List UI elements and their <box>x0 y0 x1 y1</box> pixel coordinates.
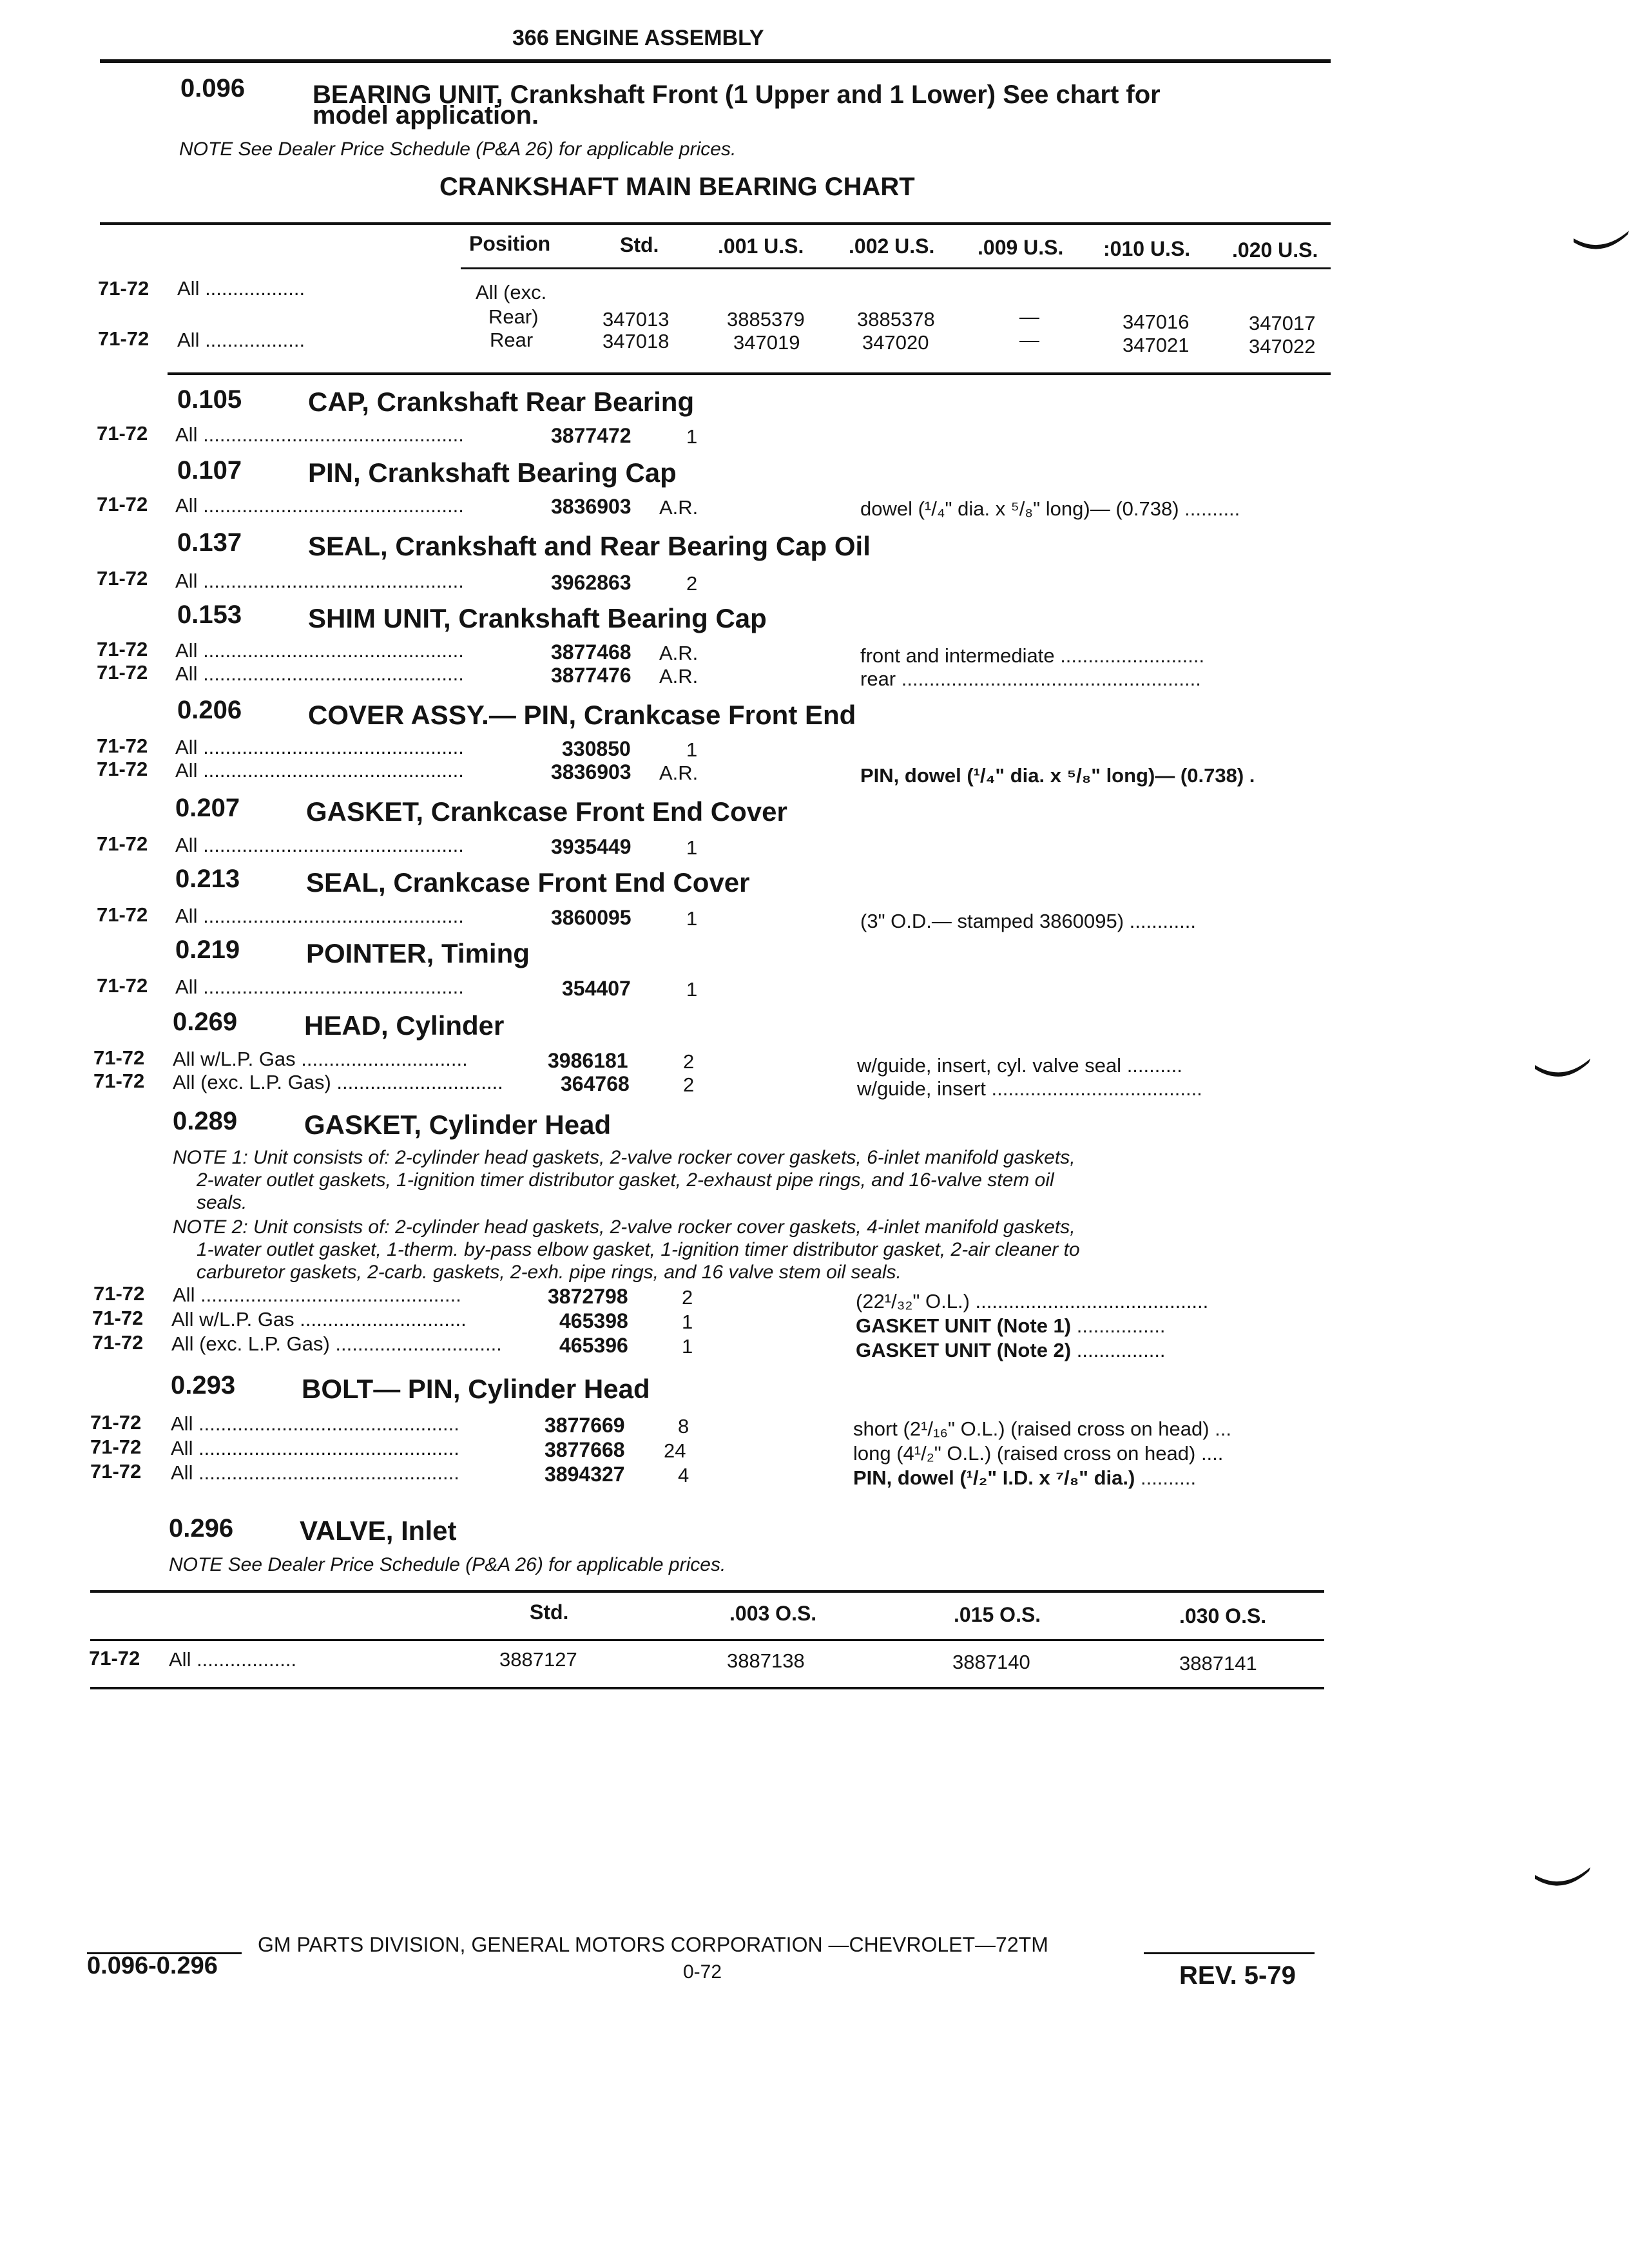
row-year: 71-72 <box>97 903 148 926</box>
valve-ref: 0.296 <box>169 1514 234 1542</box>
valve-cell-015: 3887140 <box>952 1651 1030 1673</box>
row-application: All ............................................... <box>171 1461 459 1484</box>
section-name: SEAL, Crankshaft and Rear Bearing Cap Oil <box>308 531 871 561</box>
row-quantity: 2 <box>682 1286 693 1309</box>
col-header-020: .020 U.S. <box>1232 238 1318 262</box>
row-application: All ............................................... <box>175 662 464 685</box>
chart-row-application: All .................. <box>177 329 305 351</box>
row-quantity: 1 <box>682 1311 693 1333</box>
section-name: COVER ASSY.— PIN, Crankcase Front End <box>308 700 856 730</box>
row-application: All ............................................... <box>175 736 464 758</box>
row-part-number: 3877669 <box>545 1414 625 1437</box>
section-ref: 0.219 <box>175 936 240 964</box>
section-ref: 0.153 <box>177 601 242 629</box>
valve-col-030: .030 O.S. <box>1179 1604 1267 1628</box>
row-application: All ............................................... <box>175 494 464 517</box>
row-remark: GASKET UNIT (Note 2) ................ <box>856 1339 1166 1361</box>
row-application: All w/L.P. Gas .............................. <box>173 1048 468 1070</box>
row-application: All ............................................... <box>175 834 464 856</box>
price-note: NOTE See Dealer Price Schedule (P&A 26) for applicable prices. <box>179 139 737 160</box>
valve-name: VALVE, Inlet <box>300 1515 457 1546</box>
valve-table-rule-bottom <box>90 1687 1324 1689</box>
section-ref: 0.293 <box>171 1371 236 1399</box>
row-application: All ............................................... <box>175 759 464 782</box>
col-header-009: .009 U.S. <box>978 236 1064 259</box>
row-remark: front and intermediate .......................... <box>860 644 1205 667</box>
valve-row-application: All .................. <box>169 1648 297 1671</box>
row-part-number: 354407 <box>562 977 631 1000</box>
section-ref: 0.289 <box>173 1107 238 1135</box>
section-name: HEAD, Cylinder <box>304 1010 505 1041</box>
row-quantity: 1 <box>686 836 698 859</box>
row-part-number: 3836903 <box>551 495 631 518</box>
footer-revision: REV. 5-79 <box>1179 1961 1296 1990</box>
section-ref: 0.269 <box>173 1008 238 1036</box>
row-application: All ............................................... <box>171 1437 459 1459</box>
row-part-number: 465398 <box>559 1309 628 1332</box>
section-note: NOTE 2: Unit consists of: 2-cylinder head gaskets, 2-valve rocker cover gaskets, 4-inlet manifold gaskets, <box>173 1216 1075 1238</box>
section-ref: 0.213 <box>175 865 240 893</box>
row-remark: PIN, dowel (¹/₄" dia. x ⁵/₈" long)— (0.738) . <box>860 764 1255 787</box>
row-application: All ............................................... <box>175 570 464 592</box>
col-header-001: .001 U.S. <box>718 235 804 258</box>
row-part-number: 364768 <box>561 1072 630 1095</box>
chart-rule-mid <box>461 267 1331 269</box>
footer-range: 0.096-0.296 <box>87 1952 218 1979</box>
col-header-position: Position <box>469 232 551 255</box>
section-name: BOLT— PIN, Cylinder Head <box>302 1374 650 1404</box>
chart-cell-001: 3885379 <box>727 308 805 331</box>
row-quantity: 1 <box>686 978 698 1001</box>
section-name: GASKET, Cylinder Head <box>304 1110 612 1140</box>
chart-cell-010: 347021 <box>1123 334 1190 356</box>
row-year: 71-72 <box>97 638 148 660</box>
col-header-002: .002 U.S. <box>849 235 935 258</box>
row-part-number: 3877668 <box>545 1438 625 1461</box>
row-year: 71-72 <box>97 735 148 757</box>
row-year: 71-72 <box>90 1436 142 1458</box>
section-ref: 0.206 <box>177 696 242 724</box>
chart-row-year: 71-72 <box>98 327 149 350</box>
row-remark: PIN, dowel (¹/₂" I.D. x ⁷/₈" dia.) .......... <box>853 1466 1197 1489</box>
row-part-number: 3860095 <box>551 906 631 929</box>
col-header-010: :010 U.S. <box>1103 237 1191 260</box>
row-quantity: 2 <box>683 1073 695 1096</box>
row-quantity: A.R. <box>659 665 699 687</box>
row-quantity: A.R. <box>659 762 699 784</box>
valve-cell-003: 3887138 <box>727 1649 805 1672</box>
row-remark: short (2¹/₁₆" O.L.) (raised cross on head) ... <box>853 1418 1232 1440</box>
row-quantity: 8 <box>678 1415 689 1437</box>
row-part-number: 3877472 <box>551 424 631 447</box>
chart-cell-002: 3885378 <box>857 308 935 331</box>
chart-title: CRANKSHAFT MAIN BEARING CHART <box>439 173 915 201</box>
row-year: 71-72 <box>97 567 148 590</box>
row-year: 71-72 <box>92 1331 144 1354</box>
row-quantity: 2 <box>686 572 698 595</box>
row-quantity: 24 <box>664 1439 686 1462</box>
footer-corporation: GM PARTS DIVISION, GENERAL MOTORS CORPORATION —CHEVROLET—72TM <box>258 1933 1048 1956</box>
chart-cell-std: 347013 <box>602 308 670 331</box>
section-name: PIN, Crankshaft Bearing Cap <box>308 457 677 488</box>
binder-mark <box>1534 1862 1592 1894</box>
chart-cell-020: 347017 <box>1249 312 1316 334</box>
page-header: 366 ENGINE ASSEMBLY <box>512 26 764 50</box>
item-ref: 0.096 <box>180 74 246 102</box>
chart-cell-009: — <box>1019 329 1039 351</box>
row-year: 71-72 <box>92 1307 144 1329</box>
binder-mark <box>1572 226 1629 258</box>
chart-cell-010: 347016 <box>1123 311 1190 333</box>
row-year: 71-72 <box>93 1070 145 1092</box>
row-year: 71-72 <box>97 422 148 445</box>
row-remark: w/guide, insert, cyl. valve seal .......... <box>857 1054 1182 1077</box>
chart-row-application: All .................. <box>177 277 305 300</box>
header-rule <box>100 59 1331 63</box>
chart-row-position: Rear <box>490 329 534 351</box>
row-part-number: 3894327 <box>545 1463 625 1486</box>
section-name: CAP, Crankshaft Rear Bearing <box>308 387 695 417</box>
valve-table-rule-mid <box>90 1639 1324 1641</box>
row-part-number: 3872798 <box>548 1285 628 1308</box>
col-header-std: Std. <box>620 233 659 256</box>
row-year: 71-72 <box>97 493 148 515</box>
valve-table-rule-top <box>90 1590 1324 1593</box>
row-application: All (exc. L.P. Gas) .............................. <box>173 1071 503 1093</box>
chart-cell-020: 347022 <box>1249 335 1316 358</box>
chart-rule-bottom <box>168 372 1331 375</box>
row-part-number: 3935449 <box>551 835 631 858</box>
row-part-number: 330850 <box>562 737 631 760</box>
section-note: NOTE 1: Unit consists of: 2-cylinder head gaskets, 2-valve rocker cover gaskets, 6-inlet manifold gaskets, <box>173 1147 1075 1168</box>
section-name: GASKET, Crankcase Front End Cover <box>306 796 787 827</box>
row-year: 71-72 <box>97 832 148 855</box>
chart-rule-top <box>100 222 1331 225</box>
section-ref: 0.107 <box>177 456 242 485</box>
row-part-number: 3877476 <box>551 664 631 687</box>
row-year: 71-72 <box>97 974 148 997</box>
row-quantity: 1 <box>686 425 698 448</box>
row-application: All ............................................... <box>173 1283 461 1306</box>
section-note: 1-water outlet gasket, 1-therm. by-pass elbow gasket, 1-ignition timer distributor gasket, 2-air cleaner to <box>197 1239 1080 1260</box>
chart-row-year: 71-72 <box>98 277 149 300</box>
section-note: carburetor gaskets, 2-carb. gaskets, 2-exh. pipe rings, and 16 valve stem oil seals. <box>197 1262 901 1283</box>
row-part-number: 3986181 <box>548 1049 628 1072</box>
section-ref: 0.105 <box>177 385 242 414</box>
row-remark: w/guide, insert ...................................... <box>857 1077 1202 1100</box>
row-quantity: 4 <box>678 1464 689 1486</box>
row-part-number: 3877468 <box>551 640 631 664</box>
row-remark: (22¹/₃₂" O.L.) .......................................... <box>856 1290 1209 1312</box>
item-title-cont: model application. <box>313 101 539 130</box>
row-quantity: A.R. <box>659 642 699 664</box>
section-ref: 0.207 <box>175 794 240 822</box>
valve-row-year: 71-72 <box>89 1647 140 1669</box>
section-ref: 0.137 <box>177 528 242 557</box>
row-year: 71-72 <box>97 661 148 684</box>
footer-page-number: 0-72 <box>683 1961 722 1983</box>
chart-cell-009: — <box>1019 305 1039 328</box>
row-part-number: 3836903 <box>551 760 631 783</box>
valve-cell-030: 3887141 <box>1179 1652 1257 1675</box>
row-quantity: 1 <box>686 907 698 930</box>
valve-cell-std: 3887127 <box>499 1648 577 1671</box>
valve-col-std: Std. <box>530 1600 569 1624</box>
chart-row-position: All (exc. <box>476 281 547 303</box>
section-name: POINTER, Timing <box>306 938 530 968</box>
row-quantity: 1 <box>682 1335 693 1358</box>
chart-cell-001: 347019 <box>733 331 800 354</box>
row-remark: GASKET UNIT (Note 1) ................ <box>856 1314 1166 1337</box>
row-year: 71-72 <box>90 1411 142 1434</box>
row-year: 71-72 <box>90 1460 142 1483</box>
row-application: All ............................................... <box>175 639 464 662</box>
section-name: SEAL, Crankcase Front End Cover <box>306 867 750 898</box>
chart-row-position-cont: Rear) <box>488 305 539 328</box>
row-application: All (exc. L.P. Gas) .............................. <box>171 1332 502 1355</box>
row-application: All ............................................... <box>175 905 464 927</box>
row-remark: dowel (¹/₄" dia. x ⁵/₈" long)— (0.738) .......... <box>860 497 1240 520</box>
row-remark: (3" O.D.— stamped 3860095) ............ <box>860 910 1197 932</box>
row-part-number: 465396 <box>559 1334 628 1357</box>
row-year: 71-72 <box>97 758 148 780</box>
row-year: 71-72 <box>93 1046 145 1069</box>
item-title: BEARING UNIT, Crankshaft Front (1 Upper and 1 Lower) See chart for <box>313 81 1161 109</box>
row-part-number: 3962863 <box>551 571 631 594</box>
valve-note: NOTE See Dealer Price Schedule (P&A 26) for applicable prices. <box>169 1554 726 1575</box>
row-quantity: A.R. <box>659 496 699 519</box>
section-name: SHIM UNIT, Crankshaft Bearing Cap <box>308 603 767 633</box>
row-remark: rear ...................................................... <box>860 668 1201 690</box>
row-quantity: 2 <box>683 1050 695 1073</box>
row-application: All ............................................... <box>175 423 464 446</box>
row-application: All ............................................... <box>171 1412 459 1435</box>
chart-cell-002: 347020 <box>862 331 929 354</box>
row-remark: long (4¹/₂" O.L.) (raised cross on head) .... <box>853 1442 1224 1465</box>
chart-cell-std: 347018 <box>602 330 670 352</box>
row-application: All w/L.P. Gas .............................. <box>171 1308 467 1331</box>
row-quantity: 1 <box>686 738 698 761</box>
row-application: All ............................................... <box>175 975 464 998</box>
section-note: seals. <box>197 1192 247 1213</box>
valve-col-003: .003 O.S. <box>729 1602 817 1625</box>
valve-col-015: .015 O.S. <box>954 1603 1041 1626</box>
row-year: 71-72 <box>93 1282 145 1305</box>
binder-mark <box>1534 1053 1592 1086</box>
footer-rule-right <box>1144 1952 1315 1954</box>
section-note: 2-water outlet gaskets, 1-ignition timer distributor gasket, 2-exhaust pipe rings, and 16-valve stem oil <box>197 1169 1054 1191</box>
